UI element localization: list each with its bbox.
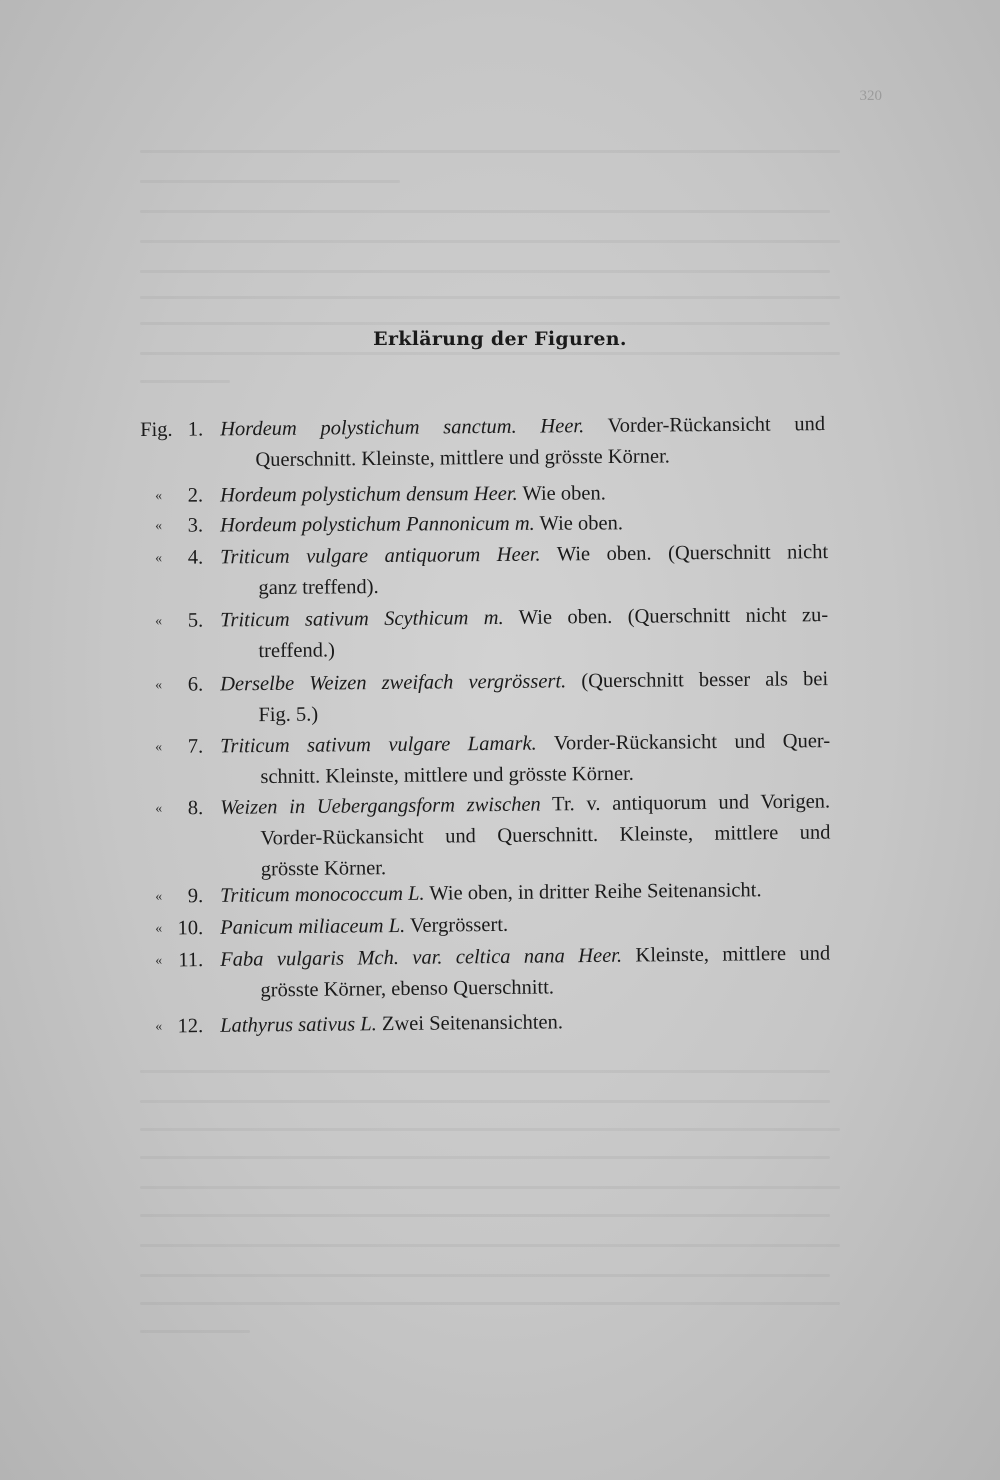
entry-first-line	[220, 938, 830, 975]
entry-number: 3.	[187, 514, 204, 537]
entry-description: Zwei Seitenansichten.	[376, 1011, 564, 1036]
species-name: Triticum monococcum L.	[220, 882, 425, 907]
species-name: Triticum sativum Scythicum m.	[220, 606, 504, 632]
entry-continuation: Vorder-Rückansicht und Querschnitt. Kleinste, mittlere und	[260, 821, 831, 850]
species-name: Hordeum polystichum Pannonicum m.	[220, 512, 535, 537]
entry-description: Vergrössert.	[405, 913, 509, 937]
entry-first-line	[220, 906, 830, 943]
entry-description: Wie oben.	[517, 482, 606, 505]
entry-description: Wie oben. (Querschnitt nicht zu-	[503, 604, 829, 629]
entry-number: 5.	[187, 609, 204, 632]
species-name: Derselbe Weizen zweifach vergrössert.	[220, 670, 567, 696]
ditto-mark: «	[155, 921, 163, 937]
entry-first-line	[220, 600, 828, 636]
ghost-page-number: 320	[859, 88, 882, 104]
entry-first-line	[220, 1004, 830, 1041]
entry-description: Tr. v. antiquorum und Vorigen.	[540, 790, 831, 816]
ditto-mark: «	[155, 550, 163, 566]
entry-continuation: Querschnitt. Kleinste, mittlere und grösste Körner.	[255, 445, 670, 472]
entry-number: 2.	[187, 484, 204, 507]
species-name: Triticum sativum vulgare Lamark.	[220, 732, 537, 758]
species-name: Panicum miliaceum L.	[220, 914, 406, 939]
ditto-mark: «	[155, 889, 163, 905]
ditto-mark: «	[155, 1019, 163, 1035]
entry-number: 11.	[178, 949, 204, 972]
entry-continuation-2: grösste Körner.	[260, 857, 387, 881]
entry-continuation: Fig. 5.)	[258, 703, 319, 727]
ditto-mark: «	[155, 518, 163, 534]
entry-number: 10.	[177, 917, 204, 940]
entry-description: Wie oben, in dritter Reihe Seitenansicht.	[424, 879, 762, 905]
entry-description: Wie oben. (Querschnitt nicht	[540, 541, 829, 566]
entry-description: Vorder-Rückansicht und Quer-	[536, 730, 831, 755]
entry-description: Vorder-Rückansicht und	[584, 413, 826, 438]
species-name: Triticum vulgare antiquorum Heer.	[220, 543, 541, 569]
entry-continuation: grösste Körner, ebenso Querschnitt.	[260, 976, 555, 1002]
species-name: Hordeum polystichum sanctum. Heer.	[220, 415, 585, 441]
entry-continuation: treffend.)	[258, 639, 335, 663]
entry-number: 7.	[187, 735, 204, 758]
entry-number: 4.	[187, 546, 204, 569]
species-name: Hordeum polystichum densum Heer.	[220, 482, 518, 507]
entry-description: Kleinste, mittlere und	[621, 942, 831, 967]
entry-number: 9.	[187, 885, 204, 908]
entry-first-line	[220, 537, 828, 573]
species-name: Weizen in Uebergangsform zwischen	[220, 793, 541, 819]
entry-first-line	[220, 507, 825, 541]
figure-entry	[155, 477, 835, 507]
ditto-mark: «	[155, 801, 163, 817]
entry-first-line	[220, 874, 830, 911]
entry-first-line	[220, 477, 825, 511]
ditto-mark: «	[155, 953, 163, 969]
species-name: Faba vulgaris Mch. var. celtica nana Heer.	[220, 944, 623, 971]
entry-description: (Querschnitt besser als bei	[566, 668, 829, 693]
species-name: Lathyrus sativus L.	[220, 1013, 377, 1037]
entry-first-line	[220, 409, 825, 445]
entry-continuation: schnitt. Kleinste, mittlere und grösste Körner.	[260, 762, 634, 789]
page-title: Erklärung der Figuren.	[373, 328, 627, 350]
entry-first-line	[220, 726, 830, 762]
entry-continuation: ganz treffend).	[258, 576, 379, 600]
ditto-mark: «	[155, 677, 163, 693]
entry-description: Wie oben.	[534, 512, 623, 535]
ditto-mark: «	[155, 739, 163, 755]
entry-prefix: Fig.	[140, 418, 173, 442]
entry-number: 12.	[177, 1015, 204, 1038]
entry-number: 8.	[187, 797, 204, 820]
entry-number: 1.	[187, 418, 204, 441]
ditto-mark: «	[155, 613, 163, 629]
entry-number: 6.	[187, 673, 204, 696]
figure-entry	[140, 409, 835, 472]
entry-first-line	[220, 664, 828, 700]
ditto-mark: «	[155, 488, 163, 504]
